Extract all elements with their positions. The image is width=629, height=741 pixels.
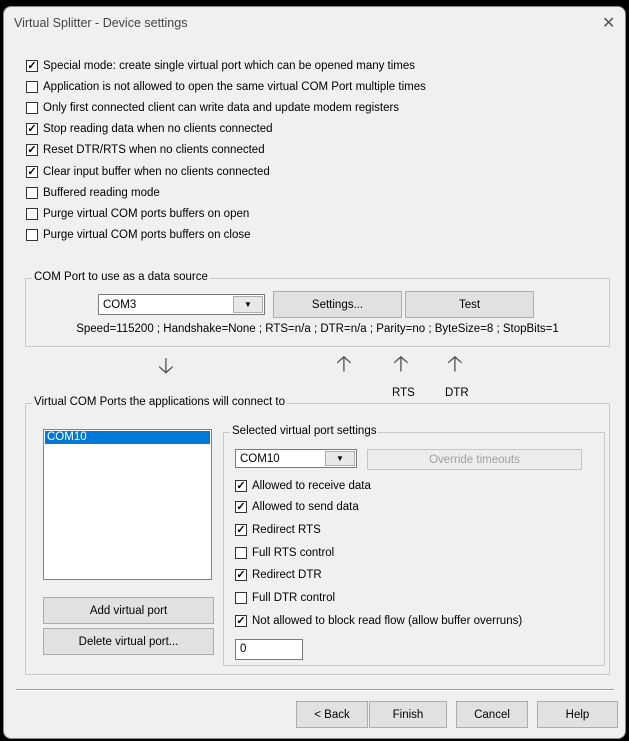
help-button[interactable]: Help	[537, 701, 618, 728]
checkbox-option[interactable]	[26, 81, 426, 93]
checkbox-option[interactable]	[26, 60, 415, 72]
checkbox[interactable]	[26, 187, 38, 199]
value-input[interactable]: 0	[235, 639, 303, 660]
close-icon[interactable]: ✕	[602, 15, 616, 32]
virtual-ports-list[interactable]	[43, 429, 212, 580]
checkbox-label: Stop reading data when no clients connected	[43, 123, 273, 135]
checkbox-option[interactable]	[26, 229, 251, 241]
checkbox-label: Buffered reading mode	[43, 187, 160, 199]
arrow-up-rts-icon: 🡡	[393, 351, 409, 376]
checkbox[interactable]	[235, 547, 247, 559]
checkbox-label: Redirect DTR	[252, 569, 322, 581]
checkbox-option[interactable]	[235, 501, 359, 513]
finish-button[interactable]: Finish	[369, 701, 447, 728]
checkbox-label: Full DTR control	[252, 592, 336, 604]
checkbox[interactable]	[235, 592, 247, 604]
checkbox-option[interactable]	[235, 480, 371, 492]
checkbox-option[interactable]	[26, 123, 273, 135]
dialog-window	[3, 6, 626, 739]
selected-port-legend: Selected virtual port settings	[232, 425, 377, 437]
checkbox-label: Reset DTR/RTS when no clients connected	[43, 144, 265, 156]
checkbox-option[interactable]	[235, 524, 321, 536]
virtual-ports-legend: Virtual COM Ports the applications will connect to	[34, 396, 285, 408]
chevron-down-icon[interactable]: ▼	[325, 451, 355, 466]
checkbox-option[interactable]	[26, 166, 270, 178]
dtr-label: DTR	[445, 387, 469, 399]
checkbox[interactable]: ✓	[236, 480, 246, 492]
arrow-up-icon: 🡡	[336, 351, 352, 376]
checkbox-option[interactable]	[235, 615, 522, 627]
checkbox-label: Special mode: create single virtual port which can be opened many times	[43, 60, 416, 72]
checkbox[interactable]: ✓	[236, 501, 246, 513]
divider	[16, 689, 614, 691]
chevron-down-icon[interactable]: ▼	[233, 296, 263, 313]
checkbox[interactable]: ✓	[27, 166, 37, 178]
arrow-down-icon: 🡣	[158, 353, 174, 378]
checkbox-label: Clear input buffer when no clients connected	[43, 166, 270, 178]
back-button[interactable]: < Back	[296, 701, 368, 728]
test-button[interactable]: Test	[405, 291, 534, 318]
checkbox[interactable]	[26, 229, 38, 241]
checkbox-label: Redirect RTS	[252, 524, 321, 536]
checkbox-option[interactable]	[26, 187, 160, 199]
checkbox-option[interactable]	[235, 592, 335, 604]
settings-button[interactable]: Settings...	[273, 291, 402, 318]
checkbox[interactable]: ✓	[27, 123, 37, 135]
checkbox-label: Allowed to send data	[252, 501, 359, 513]
checkbox[interactable]: ✓	[236, 524, 246, 536]
add-virtual-port-button[interactable]: Add virtual port	[43, 597, 214, 624]
source-port-value: COM3	[103, 298, 137, 311]
checkbox-option[interactable]	[235, 547, 334, 559]
checkbox[interactable]	[26, 81, 38, 93]
selected-port-value: COM10	[240, 452, 280, 465]
delete-virtual-port-button[interactable]: Delete virtual port...	[43, 628, 214, 655]
checkbox[interactable]	[26, 102, 38, 114]
checkbox-label: Allowed to receive data	[252, 480, 371, 492]
checkbox[interactable]: ✓	[27, 144, 37, 156]
checkbox[interactable]: ✓	[236, 615, 246, 627]
source-info: Speed=115200 ; Handshake=None ; RTS=n/a ; DTR=n/a ; Parity=no ; ByteSize=8 ; StopBits=1	[76, 323, 559, 335]
checkbox-option[interactable]	[26, 102, 399, 114]
checkbox-label: Application is not allowed to open the same virtual COM Port multiple times	[43, 81, 426, 93]
source-port-select[interactable]	[98, 294, 265, 315]
override-timeouts-button[interactable]: Override timeouts	[367, 449, 582, 470]
checkbox-option[interactable]	[26, 144, 265, 156]
checkbox-label: Only first connected client can write data and update modem registers	[43, 102, 400, 114]
checkbox-label: Purge virtual COM ports buffers on open	[43, 208, 250, 220]
checkbox[interactable]: ✓	[236, 569, 246, 581]
checkbox[interactable]	[26, 208, 38, 220]
checkbox-label: Purge virtual COM ports buffers on close	[43, 229, 251, 241]
list-item[interactable]: COM10	[45, 431, 210, 444]
checkbox-option[interactable]	[26, 208, 249, 220]
selected-port-select[interactable]	[235, 449, 357, 468]
arrow-up-dtr-icon: 🡡	[447, 351, 463, 376]
data-source-legend: COM Port to use as a data source	[34, 271, 208, 283]
checkbox-label: Not allowed to block read flow (allow buffer overruns)	[252, 615, 523, 627]
rts-label: RTS	[392, 387, 415, 399]
checkbox[interactable]: ✓	[27, 60, 37, 72]
cancel-button[interactable]: Cancel	[456, 701, 528, 728]
window-title: Virtual Splitter - Device settings	[14, 16, 188, 30]
checkbox-label: Full RTS control	[252, 547, 335, 559]
checkbox-option[interactable]	[235, 569, 322, 581]
